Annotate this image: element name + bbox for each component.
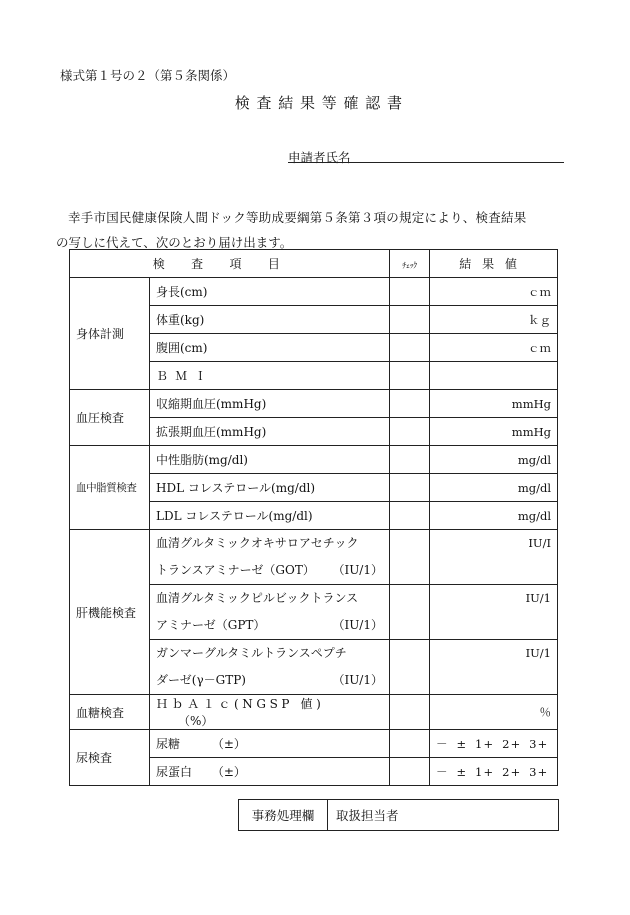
office-label: 事務処理欄 [239,800,328,831]
check-urine-protein[interactable] [390,758,430,786]
item-hba1c: ＨｂＡ１ｃ(NGSP 値) （%） [150,695,390,730]
item-waist: 腹囲(cm) [150,334,390,362]
item-got-line2: トランスアミナーゼ（GOT） （IU/1） [156,563,383,577]
category-liver-function: 肝機能検査 [70,530,150,695]
check-gpt[interactable] [390,585,430,640]
document-title: 検査結果等確認書 [234,94,409,112]
table-row-height [70,278,558,306]
check-hba1c[interactable] [390,695,430,730]
result-ldl[interactable]: mg/dl [430,502,558,530]
item-diastolic: 拡張期血圧(mmHg) [150,418,390,446]
result-waist[interactable]: ｃｍ [430,334,558,362]
table-row-systolic [70,390,558,418]
check-systolic[interactable] [390,390,430,418]
office-processing-box [238,799,559,831]
category-urine: 尿検査 [70,730,150,786]
intro-line-2: の写しに代えて、次のとおり届け出ます。 [56,235,293,250]
result-systolic[interactable]: mmHg [430,390,558,418]
result-triglyceride[interactable]: mg/dl [430,446,558,474]
item-urine-sugar: 尿糖 （±） [150,730,390,758]
item-ggtp-line1: ガンマーグルタミルトランスペプチ [156,646,347,660]
check-triglyceride[interactable] [390,446,430,474]
table-row-triglyceride [70,446,558,474]
form-number: 様式第１号の２（第５条関係） [60,68,236,83]
result-height[interactable]: ｃｍ [430,278,558,306]
item-got [150,530,390,585]
result-hba1c[interactable]: ％ [430,695,558,730]
item-got-line1: 血清グルタミックオキサロアセチック [156,536,359,550]
result-weight[interactable]: ｋｇ [430,306,558,334]
table-row-hba1c [70,695,558,730]
item-gpt [150,585,390,640]
check-diastolic[interactable] [390,418,430,446]
check-waist[interactable] [390,334,430,362]
item-weight: 体重(kg) [150,306,390,334]
item-systolic: 収縮期血圧(mmHg) [150,390,390,418]
item-bmi: ＢＭＩ [150,362,390,390]
item-ggtp-line2: ダーゼ(γ－GTP) （IU/1） [156,673,383,687]
intro-paragraph [56,205,582,255]
item-triglyceride: 中性脂肪(mg/dl) [150,446,390,474]
table-header-row [70,250,558,278]
applicant-name-line[interactable] [288,162,564,163]
check-ggtp[interactable] [390,640,430,695]
result-urine-sugar[interactable]: － ± 1+ 2+ 3+ [430,730,558,758]
item-ldl: LDL コレステロール(mg/dl) [150,502,390,530]
result-urine-protein[interactable]: － ± 1+ 2+ 3+ [430,758,558,786]
item-height: 身長(cm) [150,278,390,306]
office-staff-field[interactable]: 取扱担当者 [328,800,559,831]
check-bmi[interactable] [390,362,430,390]
item-gpt-line2: アミナーゼ（GPT） （IU/1） [156,618,383,632]
check-weight[interactable] [390,306,430,334]
table-row-urine-sugar [70,730,558,758]
item-gpt-line1: 血清グルタミックピルビックトランス [156,591,359,605]
result-hdl[interactable]: mg/dl [430,474,558,502]
check-urine-sugar[interactable] [390,730,430,758]
item-urine-protein: 尿蛋白 （±） [150,758,390,786]
result-ggtp[interactable]: IU/1 [430,640,558,695]
intro-line-1: 幸手市国民健康保険人間ドック等助成要綱第５条第３項の規定により、検査結果 [68,210,527,225]
category-blood-lipids: 血中脂質検査 [70,446,150,530]
category-blood-pressure: 血圧検査 [70,390,150,446]
table-row-got [70,530,558,585]
result-diastolic[interactable]: mmHg [430,418,558,446]
check-got[interactable] [390,530,430,585]
category-body-measurement: 身体計測 [70,278,150,390]
header-check: ﾁｪｯｸ [390,250,430,278]
category-blood-glucose: 血糖検査 [70,695,150,730]
result-gpt[interactable]: IU/1 [430,585,558,640]
item-hdl: HDL コレステロール(mg/dl) [150,474,390,502]
applicant-name-label: 申請者氏名 [288,150,351,165]
result-got[interactable]: IU/I [430,530,558,585]
office-row [239,800,559,831]
result-bmi[interactable] [430,362,558,390]
header-result: 結果値 [430,250,558,278]
check-height[interactable] [390,278,430,306]
check-hdl[interactable] [390,474,430,502]
header-exam-item: 検査項目 [70,250,390,278]
item-ggtp [150,640,390,695]
check-ldl[interactable] [390,502,430,530]
exam-results-table [69,249,558,786]
